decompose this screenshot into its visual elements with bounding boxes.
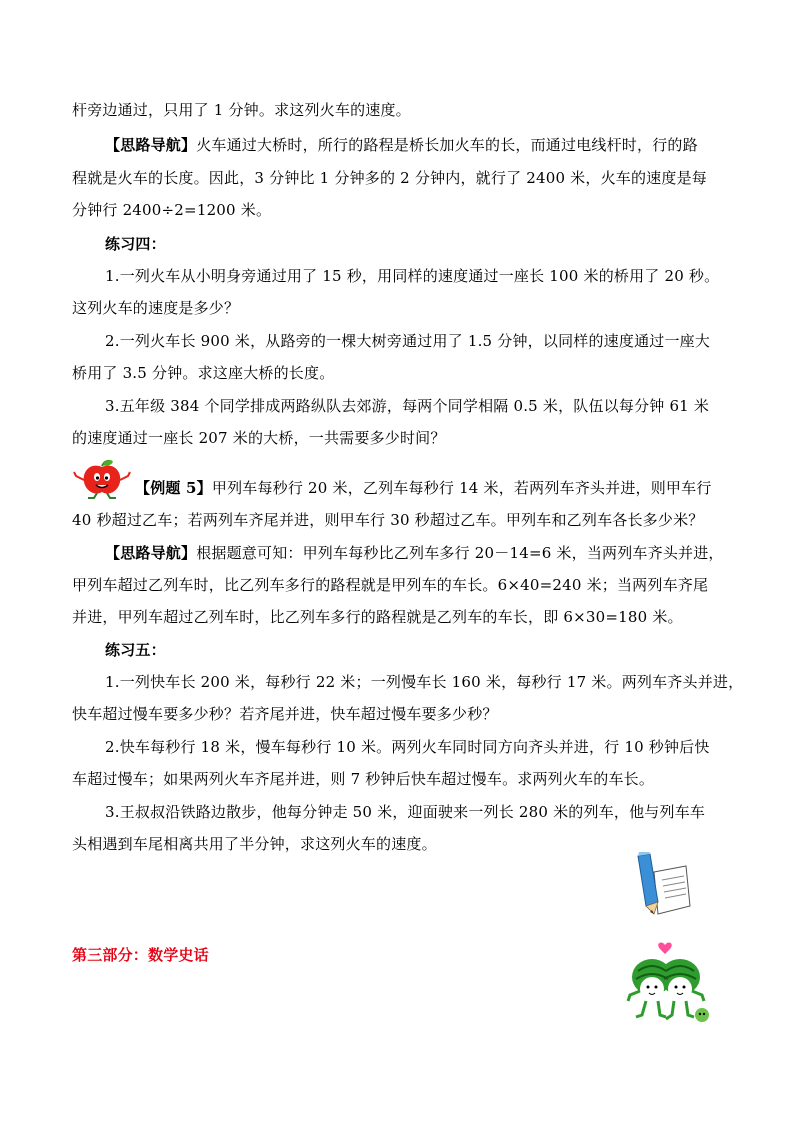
text-line-body: 火车通过大桥时，所行的路程是桥长加火车的长，而通过电线杆时，行的路 [196, 136, 698, 154]
apple-mascot-icon [72, 458, 132, 500]
text-line: 2.一列火车长 900 米，从路旁的一棵大树旁通过用了 1.5 分钟，以同样的速度通过一座大 [105, 332, 711, 350]
example-label: 【例题 5】 [135, 479, 212, 497]
text-line-body: 根据题意可知：甲列车每秒比乙列车多行 20－14=6 米，当两列车齐头并进， [196, 544, 724, 562]
text-line: 3.王叔叔沿铁路边散步，他每分钟走 50 米，迎面驶来一列长 280 米的列车，他与列车车 [105, 803, 706, 821]
text-line: 分钟行 2400÷2=1200 米。 [72, 201, 272, 219]
text-line-body: 甲列车每秒行 20 米，乙列车每秒行 14 米，若两列车齐头并进，则甲车行 [211, 479, 712, 497]
text-line: 1.一列快车长 200 米，每秒行 22 米；一列慢车长 160 米，每秒行 17 米。两列车齐头并进， [105, 673, 744, 691]
text-line: 杆旁边通过，只用了 1 分钟。求这列火车的速度。 [72, 101, 411, 119]
text-line [105, 543, 724, 563]
text-line: 1.一列火车从小明身旁通过用了 15 秒，用同样的速度通过一座长 100 米的桥用了 20 秒。 [105, 267, 720, 285]
text-line: 甲列车超过乙列车时，比乙列车多行的路程就是甲列车的车长。6×40=240 米；当两列车齐尾 [72, 576, 709, 594]
text-line: 这列火车的速度是多少？ [72, 299, 240, 317]
text-line: 头相遇到车尾相离共用了半分钟，求这列火车的速度。 [72, 835, 437, 853]
text-line: 桥用了 3.5 分钟。求这座大桥的长度。 [72, 364, 335, 382]
watermelon-kids-icon [622, 935, 716, 1031]
thinking-guide-label: 【思路导航】 [105, 544, 197, 562]
text-line: 2.快车每秒行 18 米，慢车每秒行 10 米。两列火车同时同方向齐头并进，行 10 秒钟后快 [105, 738, 710, 756]
pencil-paper-icon [630, 852, 692, 920]
thinking-guide-label: 【思路导航】 [105, 136, 197, 154]
text-line [105, 135, 698, 155]
text-line: 的速度通过一座长 207 米的大桥，一共需要多少时间？ [72, 429, 446, 447]
exercise-heading: 练习五： [105, 641, 166, 659]
section-title: 第三部分：数学史话 [72, 946, 209, 964]
text-line: 3.五年级 384 个同学排成两路纵队去郊游，每两个同学相隔 0.5 米，队伍以每分钟 61 米 [105, 397, 710, 415]
exercise-heading: 练习四： [105, 235, 166, 253]
text-line [135, 478, 712, 498]
text-line: 并进，甲列车超过乙列车时，比乙列车多行的路程就是乙列车的车长，即 6×30=180 米。 [72, 608, 683, 626]
text-line: 快车超过慢车要多少秒？若齐尾并进，快车超过慢车要多少秒？ [72, 705, 498, 723]
text-line: 40 秒超过乙车；若两列车齐尾并进，则甲车行 30 秒超过乙车。甲列车和乙列车各长多少米？ [72, 511, 704, 529]
text-line: 车超过慢车；如果两列火车齐尾并进，则 7 秒钟后快车超过慢车。求两列火车的车长。 [72, 770, 655, 788]
text-line: 程就是火车的长度。因此，3 分钟比 1 分钟多的 2 分钟内，就行了 2400 米，火车的速度是每 [72, 169, 707, 187]
